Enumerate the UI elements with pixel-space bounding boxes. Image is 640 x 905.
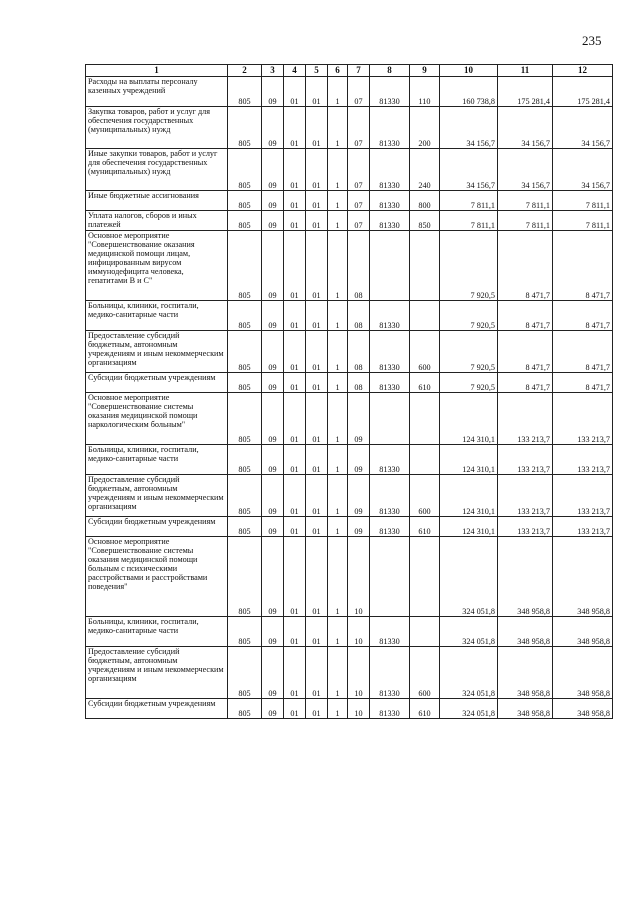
cell-col-6: 1 (328, 617, 348, 647)
cell-col-8: 81330 (370, 373, 410, 393)
table-row (86, 445, 613, 475)
cell-col-9: 610 (410, 699, 440, 719)
cell-col-11: 8 471,7 (498, 301, 553, 331)
cell-col-9 (410, 617, 440, 647)
cell-col-7: 07 (348, 77, 370, 107)
cell-col-5: 01 (306, 211, 328, 231)
cell-col-9: 850 (410, 211, 440, 231)
cell-col-10: 124 310,1 (440, 475, 498, 517)
cell-col-4: 01 (284, 211, 306, 231)
table-row (86, 149, 613, 191)
cell-col-2: 805 (228, 149, 262, 191)
cell-col-7: 07 (348, 211, 370, 231)
cell-col-6: 1 (328, 537, 348, 617)
cell-col-8: 81330 (370, 149, 410, 191)
cell-col-12: 133 213,7 (553, 445, 613, 475)
cell-col-11: 34 156,7 (498, 107, 553, 149)
cell-col-3: 09 (262, 149, 284, 191)
cell-col-7: 09 (348, 393, 370, 445)
row-name-cell: Закупка товаров, работ и услуг для обеспечения государственных (муниципальных) нужд (86, 107, 228, 149)
cell-col-6: 1 (328, 445, 348, 475)
cell-col-4: 01 (284, 107, 306, 149)
cell-col-5: 01 (306, 77, 328, 107)
column-header-5: 5 (306, 65, 328, 77)
cell-col-3: 09 (262, 617, 284, 647)
cell-col-6: 1 (328, 647, 348, 699)
cell-col-10: 34 156,7 (440, 149, 498, 191)
cell-col-7: 08 (348, 331, 370, 373)
row-name-cell: Больницы, клиники, госпитали, медико-санитарные части (86, 301, 228, 331)
cell-col-6: 1 (328, 77, 348, 107)
cell-col-9 (410, 393, 440, 445)
cell-col-6: 1 (328, 699, 348, 719)
cell-col-4: 01 (284, 393, 306, 445)
cell-col-12: 348 958,8 (553, 647, 613, 699)
cell-col-4: 01 (284, 301, 306, 331)
table-body (86, 77, 613, 719)
cell-col-9: 600 (410, 475, 440, 517)
cell-col-6: 1 (328, 211, 348, 231)
cell-col-3: 09 (262, 647, 284, 699)
cell-col-10: 324 051,8 (440, 699, 498, 719)
column-header-4: 4 (284, 65, 306, 77)
cell-col-12: 175 281,4 (553, 77, 613, 107)
cell-col-4: 01 (284, 647, 306, 699)
cell-col-2: 805 (228, 617, 262, 647)
cell-col-12: 348 958,8 (553, 537, 613, 617)
cell-col-9 (410, 537, 440, 617)
cell-col-8 (370, 537, 410, 617)
cell-col-12: 8 471,7 (553, 331, 613, 373)
cell-col-7: 07 (348, 149, 370, 191)
cell-col-4: 01 (284, 517, 306, 537)
cell-col-8: 81330 (370, 331, 410, 373)
cell-col-8 (370, 393, 410, 445)
cell-col-6: 1 (328, 301, 348, 331)
cell-col-10: 7 920,5 (440, 231, 498, 301)
row-name-cell: Уплата налогов, сборов и иных платежей (86, 211, 228, 231)
cell-col-6: 1 (328, 231, 348, 301)
column-header-11: 11 (498, 65, 553, 77)
cell-col-10: 324 051,8 (440, 647, 498, 699)
cell-col-8: 81330 (370, 107, 410, 149)
cell-col-4: 01 (284, 373, 306, 393)
cell-col-4: 01 (284, 475, 306, 517)
table-row (86, 373, 613, 393)
cell-col-9: 110 (410, 77, 440, 107)
cell-col-2: 805 (228, 231, 262, 301)
cell-col-2: 805 (228, 517, 262, 537)
cell-col-2: 805 (228, 647, 262, 699)
cell-col-5: 01 (306, 373, 328, 393)
table-row (86, 537, 613, 617)
table-row (86, 393, 613, 445)
cell-col-8: 81330 (370, 77, 410, 107)
cell-col-9: 600 (410, 331, 440, 373)
cell-col-4: 01 (284, 149, 306, 191)
cell-col-9: 600 (410, 647, 440, 699)
cell-col-2: 805 (228, 301, 262, 331)
cell-col-9: 800 (410, 191, 440, 211)
table-row (86, 211, 613, 231)
cell-col-2: 805 (228, 393, 262, 445)
cell-col-6: 1 (328, 517, 348, 537)
cell-col-10: 324 051,8 (440, 617, 498, 647)
column-header-6: 6 (328, 65, 348, 77)
cell-col-11: 34 156,7 (498, 149, 553, 191)
cell-col-12: 7 811,1 (553, 211, 613, 231)
cell-col-7: 10 (348, 647, 370, 699)
cell-col-5: 01 (306, 231, 328, 301)
cell-col-3: 09 (262, 211, 284, 231)
table-header-row (86, 65, 613, 77)
table-row (86, 77, 613, 107)
cell-col-10: 7 920,5 (440, 301, 498, 331)
cell-col-3: 09 (262, 517, 284, 537)
cell-col-3: 09 (262, 537, 284, 617)
row-name-cell: Предоставление субсидий бюджетным, автономным учреждениям и иным некоммерческим организациям (86, 331, 228, 373)
cell-col-10: 124 310,1 (440, 517, 498, 537)
cell-col-10: 7 811,1 (440, 191, 498, 211)
cell-col-12: 34 156,7 (553, 149, 613, 191)
table-row (86, 517, 613, 537)
cell-col-5: 01 (306, 149, 328, 191)
table-row (86, 647, 613, 699)
cell-col-8: 81330 (370, 475, 410, 517)
cell-col-11: 133 213,7 (498, 445, 553, 475)
table-row (86, 191, 613, 211)
table-row (86, 475, 613, 517)
cell-col-10: 160 738,8 (440, 77, 498, 107)
cell-col-11: 7 811,1 (498, 211, 553, 231)
cell-col-2: 805 (228, 445, 262, 475)
row-name-cell: Предоставление субсидий бюджетным, автономным учреждениям и иным некоммерческим организациям (86, 647, 228, 699)
cell-col-9 (410, 445, 440, 475)
cell-col-6: 1 (328, 475, 348, 517)
cell-col-7: 07 (348, 191, 370, 211)
cell-col-6: 1 (328, 393, 348, 445)
cell-col-5: 01 (306, 393, 328, 445)
cell-col-3: 09 (262, 301, 284, 331)
budget-table (85, 64, 613, 719)
cell-col-6: 1 (328, 191, 348, 211)
cell-col-2: 805 (228, 211, 262, 231)
cell-col-11: 8 471,7 (498, 331, 553, 373)
cell-col-5: 01 (306, 107, 328, 149)
cell-col-2: 805 (228, 191, 262, 211)
cell-col-7: 10 (348, 699, 370, 719)
cell-col-7: 08 (348, 231, 370, 301)
row-name-cell: Субсидии бюджетным учреждениям (86, 373, 228, 393)
cell-col-3: 09 (262, 77, 284, 107)
cell-col-11: 348 958,8 (498, 537, 553, 617)
cell-col-9: 240 (410, 149, 440, 191)
cell-col-4: 01 (284, 231, 306, 301)
cell-col-5: 01 (306, 517, 328, 537)
cell-col-10: 124 310,1 (440, 445, 498, 475)
cell-col-11: 348 958,8 (498, 617, 553, 647)
cell-col-5: 01 (306, 191, 328, 211)
page-number: 235 (582, 33, 602, 48)
row-name-cell: Основное мероприятие "Совершенствование оказания медицинской помощи лицам, инфицированным вирусом иммунодефицита человека, гепатитами В и С" (86, 231, 228, 301)
row-name-cell: Иные бюджетные ассигнования (86, 191, 228, 211)
column-header-1: 1 (86, 65, 228, 77)
cell-col-12: 348 958,8 (553, 699, 613, 719)
cell-col-6: 1 (328, 373, 348, 393)
cell-col-12: 133 213,7 (553, 393, 613, 445)
cell-col-2: 805 (228, 373, 262, 393)
row-name-cell: Основное мероприятие "Совершенствование системы оказания медицинской помощи больным с психическими расстройствами и расстройствами поведения" (86, 537, 228, 617)
cell-col-9 (410, 231, 440, 301)
cell-col-3: 09 (262, 107, 284, 149)
cell-col-3: 09 (262, 445, 284, 475)
cell-col-7: 08 (348, 373, 370, 393)
cell-col-11: 133 213,7 (498, 393, 553, 445)
cell-col-6: 1 (328, 149, 348, 191)
row-name-cell: Субсидии бюджетным учреждениям (86, 699, 228, 719)
cell-col-11: 133 213,7 (498, 517, 553, 537)
cell-col-7: 09 (348, 475, 370, 517)
cell-col-11: 348 958,8 (498, 699, 553, 719)
cell-col-5: 01 (306, 699, 328, 719)
row-name-cell: Субсидии бюджетным учреждениям (86, 517, 228, 537)
cell-col-9: 610 (410, 373, 440, 393)
cell-col-10: 7 811,1 (440, 211, 498, 231)
cell-col-5: 01 (306, 445, 328, 475)
cell-col-8: 81330 (370, 191, 410, 211)
cell-col-12: 133 213,7 (553, 517, 613, 537)
row-name-cell: Основное мероприятие "Совершенствование системы оказания медицинской помощи наркологическим больным" (86, 393, 228, 445)
cell-col-6: 1 (328, 107, 348, 149)
cell-col-5: 01 (306, 331, 328, 373)
table-row (86, 331, 613, 373)
cell-col-8: 81330 (370, 647, 410, 699)
cell-col-3: 09 (262, 475, 284, 517)
cell-col-3: 09 (262, 191, 284, 211)
cell-col-10: 7 920,5 (440, 331, 498, 373)
cell-col-4: 01 (284, 191, 306, 211)
cell-col-12: 8 471,7 (553, 373, 613, 393)
cell-col-10: 7 920,5 (440, 373, 498, 393)
cell-col-8: 81330 (370, 301, 410, 331)
cell-col-2: 805 (228, 699, 262, 719)
cell-col-3: 09 (262, 331, 284, 373)
cell-col-8: 81330 (370, 617, 410, 647)
row-name-cell: Иные закупки товаров, работ и услуг для обеспечения государственных (муниципальных) нужд (86, 149, 228, 191)
cell-col-3: 09 (262, 231, 284, 301)
cell-col-7: 07 (348, 107, 370, 149)
cell-col-12: 34 156,7 (553, 107, 613, 149)
row-name-cell: Расходы на выплаты персоналу казенных учреждений (86, 77, 228, 107)
cell-col-11: 8 471,7 (498, 373, 553, 393)
cell-col-4: 01 (284, 699, 306, 719)
column-header-10: 10 (440, 65, 498, 77)
cell-col-4: 01 (284, 77, 306, 107)
cell-col-2: 805 (228, 537, 262, 617)
cell-col-8: 81330 (370, 517, 410, 537)
row-name-cell: Больницы, клиники, госпитали, медико-санитарные части (86, 617, 228, 647)
cell-col-5: 01 (306, 617, 328, 647)
table-row (86, 699, 613, 719)
cell-col-3: 09 (262, 373, 284, 393)
cell-col-11: 8 471,7 (498, 231, 553, 301)
cell-col-5: 01 (306, 475, 328, 517)
cell-col-5: 01 (306, 647, 328, 699)
table-row (86, 107, 613, 149)
cell-col-7: 10 (348, 617, 370, 647)
cell-col-8 (370, 231, 410, 301)
cell-col-11: 133 213,7 (498, 475, 553, 517)
cell-col-7: 09 (348, 517, 370, 537)
cell-col-6: 1 (328, 331, 348, 373)
cell-col-4: 01 (284, 331, 306, 373)
cell-col-3: 09 (262, 699, 284, 719)
cell-col-8: 81330 (370, 699, 410, 719)
cell-col-8: 81330 (370, 211, 410, 231)
cell-col-9: 200 (410, 107, 440, 149)
cell-col-10: 124 310,1 (440, 393, 498, 445)
cell-col-5: 01 (306, 301, 328, 331)
cell-col-12: 348 958,8 (553, 617, 613, 647)
table-row (86, 617, 613, 647)
table-row (86, 301, 613, 331)
cell-col-7: 09 (348, 445, 370, 475)
cell-col-12: 133 213,7 (553, 475, 613, 517)
column-header-9: 9 (410, 65, 440, 77)
cell-col-9: 610 (410, 517, 440, 537)
cell-col-7: 08 (348, 301, 370, 331)
column-header-2: 2 (228, 65, 262, 77)
cell-col-4: 01 (284, 537, 306, 617)
cell-col-4: 01 (284, 617, 306, 647)
cell-col-7: 10 (348, 537, 370, 617)
cell-col-2: 805 (228, 77, 262, 107)
cell-col-11: 7 811,1 (498, 191, 553, 211)
cell-col-10: 324 051,8 (440, 537, 498, 617)
cell-col-11: 348 958,8 (498, 647, 553, 699)
row-name-cell: Предоставление субсидий бюджетным, автономным учреждениям и иным некоммерческим организациям (86, 475, 228, 517)
cell-col-2: 805 (228, 107, 262, 149)
cell-col-8: 81330 (370, 445, 410, 475)
row-name-cell: Больницы, клиники, госпитали, медико-санитарные части (86, 445, 228, 475)
column-header-3: 3 (262, 65, 284, 77)
cell-col-9 (410, 301, 440, 331)
column-header-8: 8 (370, 65, 410, 77)
column-header-12: 12 (553, 65, 613, 77)
cell-col-4: 01 (284, 445, 306, 475)
column-header-7: 7 (348, 65, 370, 77)
cell-col-10: 34 156,7 (440, 107, 498, 149)
cell-col-12: 8 471,7 (553, 231, 613, 301)
cell-col-12: 8 471,7 (553, 301, 613, 331)
cell-col-5: 01 (306, 537, 328, 617)
cell-col-3: 09 (262, 393, 284, 445)
table-row (86, 231, 613, 301)
cell-col-12: 7 811,1 (553, 191, 613, 211)
cell-col-2: 805 (228, 331, 262, 373)
cell-col-2: 805 (228, 475, 262, 517)
cell-col-11: 175 281,4 (498, 77, 553, 107)
